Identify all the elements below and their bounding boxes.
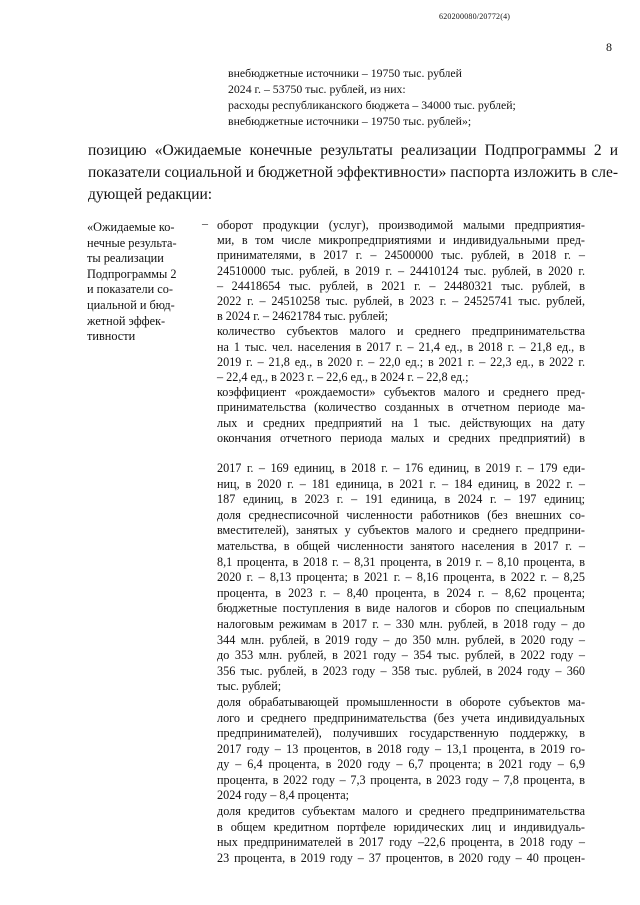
results-line: процента, в 2023 г. – 8,40 процента, в 2024 г. – 8,62 процента; <box>217 585 585 600</box>
results-line: налоговым режимам в 2017 г. – 330 млн. рублей, в 2018 году – до <box>217 616 585 631</box>
results-line: до 353 млн. рублей, в 2021 году – 354 тыс. рублей, в 2022 году – <box>217 648 585 663</box>
funding-line: расходы республиканского бюджета – 34000 тыс. рублей; <box>228 98 516 112</box>
funding-line: внебюджетные источники – 19750 тыс. рублей <box>228 66 462 80</box>
results-line: доля обрабатывающей промышленности в обороте субъектов ма- <box>217 694 585 709</box>
results-line: 24510000 тыс. рублей, в 2019 г. – 24410124 тыс. рублей, в 2020 г. <box>217 263 585 278</box>
results-line: 2022 г. – 24510258 тыс. рублей, в 2023 г. – 24525741 тыс. рублей, <box>217 294 585 309</box>
results-line: – 24418654 тыс. рублей, в 2021 г. – 24480321 тыс. рублей, в <box>217 278 585 293</box>
results-line: вместителей), занятых у субъектов малого и среднего предприни- <box>217 523 585 538</box>
results-line: окончания отчетного периода малых и средних предприятий) в <box>217 430 585 445</box>
results-line: тыс. рублей; <box>217 679 282 694</box>
results-line: 8,1 процента, в 2018 г. – 8,31 процента, в 2019 г. – 8,10 процента, в <box>217 554 585 569</box>
results-line: бюджетные поступления в виде налогов и сборов по специальным <box>217 601 585 616</box>
intro-line: позицию «Ожидаемые конечные результаты реализации Подпрограммы 2 и <box>88 142 618 159</box>
page-number: 8 <box>606 40 612 54</box>
results-line: 23 процента, в 2019 году – 37 процентов, в 2020 году – 40 процен- <box>217 850 585 865</box>
results-line: – 22,4 ед., в 2023 г. – 22,6 ед., в 2024 г. – 22,8 ед.; <box>217 370 469 385</box>
results-line: принимателями, в 2017 г. – 24500000 тыс. рублей, в 2018 г. – <box>217 248 585 263</box>
label-line: «Ожидаемые ко- <box>87 220 175 234</box>
results-line: ниц, в 2020 г. – 181 единица, в 2021 г. – 184 единиц, в 2022 г. – <box>217 476 585 491</box>
results-line: 2019 г. – 21,8 ед., в 2020 г. – 22,0 ед.; в 2021 г. – 22,3 ед., в 2022 г. <box>217 354 585 369</box>
funding-continuation <box>228 65 516 129</box>
results-line: 356 тыс. рублей, в 2023 году – 358 тыс. рублей, в 2024 году – 360 <box>217 663 585 678</box>
results-line: процента, в 2022 году – 7,3 процента, в 2023 году – 7,8 процента, в <box>217 772 585 787</box>
results-line: принимательства (количество созданных в отчетном периоде ма- <box>217 400 585 415</box>
results-line: 2017 г. – 169 единиц, в 2018 г. – 176 единиц, в 2019 г. – 179 еди- <box>217 461 585 475</box>
results-line: 2020 г. – 8,13 процента; в 2021 г. – 8,16 процента, в 2022 г. – 8,25 <box>217 570 585 585</box>
label-line: Подпрограммы 2 <box>87 266 177 281</box>
label-line: циальной и бюд- <box>87 297 175 312</box>
results-block-first <box>217 218 585 446</box>
label-line: и показатели со- <box>87 282 173 297</box>
results-line: 2024 году – 8,4 процента; <box>217 788 350 803</box>
results-line: на 1 тыс. чел. населения в 2017 г. – 21,4 ед., в 2018 г. – 21,8 ед., в <box>217 339 585 354</box>
separator-dash: – <box>202 216 208 230</box>
results-line: ных предпринимателей в 2017 году –22,6 процента, в 2018 году – <box>217 835 585 850</box>
document-id: 620200080/20772(4) <box>439 12 511 21</box>
intro-line: дующей редакции: <box>88 186 213 203</box>
results-line: доля среднесписочной численности работников (без внешних со- <box>217 507 585 522</box>
results-line: количество субъектов малого и среднего предпринимательства <box>217 324 585 339</box>
funding-line: 2024 г. – 53750 тыс. рублей, из них: <box>228 82 406 96</box>
results-line: ми, в том числе микропредприятиями и индивидуальными пред- <box>217 233 585 248</box>
results-line: коэффициент «рождаемости» субъектов малого и среднего пред- <box>217 385 585 400</box>
intro-line: показатели социальной и бюджетной эффективности» паспорта изложить в сле- <box>88 164 618 181</box>
results-line: мательства, в общей численности занятого населения в 2017 г. – <box>217 538 585 553</box>
label-line: жетной эффек- <box>87 313 166 328</box>
results-line: лого и среднего предпринимательства (без учета индивидуальных <box>217 710 585 725</box>
intro-paragraph <box>88 140 618 206</box>
funding-line: внебюджетные источники – 19750 тыс. рублей»; <box>228 114 472 128</box>
position-label <box>87 220 191 345</box>
results-line: в 2024 г. – 24621784 тыс. рублей; <box>217 309 389 324</box>
results-line: предпринимателей), получивших государственную поддержку, в <box>217 726 585 741</box>
label-line: нечные результа- <box>87 235 177 250</box>
results-line: в общем кредитном портфеле юридических лиц и индивидуаль- <box>217 819 585 834</box>
results-line: 344 млн. рублей, в 2019 году – до 350 млн. рублей, в 2020 году – <box>217 632 585 647</box>
results-line: ду – 6,4 процента, в 2020 году – 6,7 процента; в 2021 году – 6,9 <box>217 757 585 772</box>
results-line: доля кредитов субъектам малого и среднего предпринимательства <box>217 804 585 819</box>
results-block-second <box>217 461 585 866</box>
label-line: тивности <box>87 329 136 344</box>
label-line: ты реализации <box>87 251 164 266</box>
results-line: 2017 году – 13 процентов, в 2018 году – 13,1 процента, в 2019 го- <box>217 741 585 756</box>
results-line: 187 единиц, в 2023 г. – 191 единица, в 2024 г. – 197 единиц; <box>217 492 585 507</box>
results-line: лых и средних предприятий на 1 тыс. действующих на дату <box>217 415 585 430</box>
results-line: оборот продукции (услуг), производимой малыми предприятия- <box>217 218 585 232</box>
